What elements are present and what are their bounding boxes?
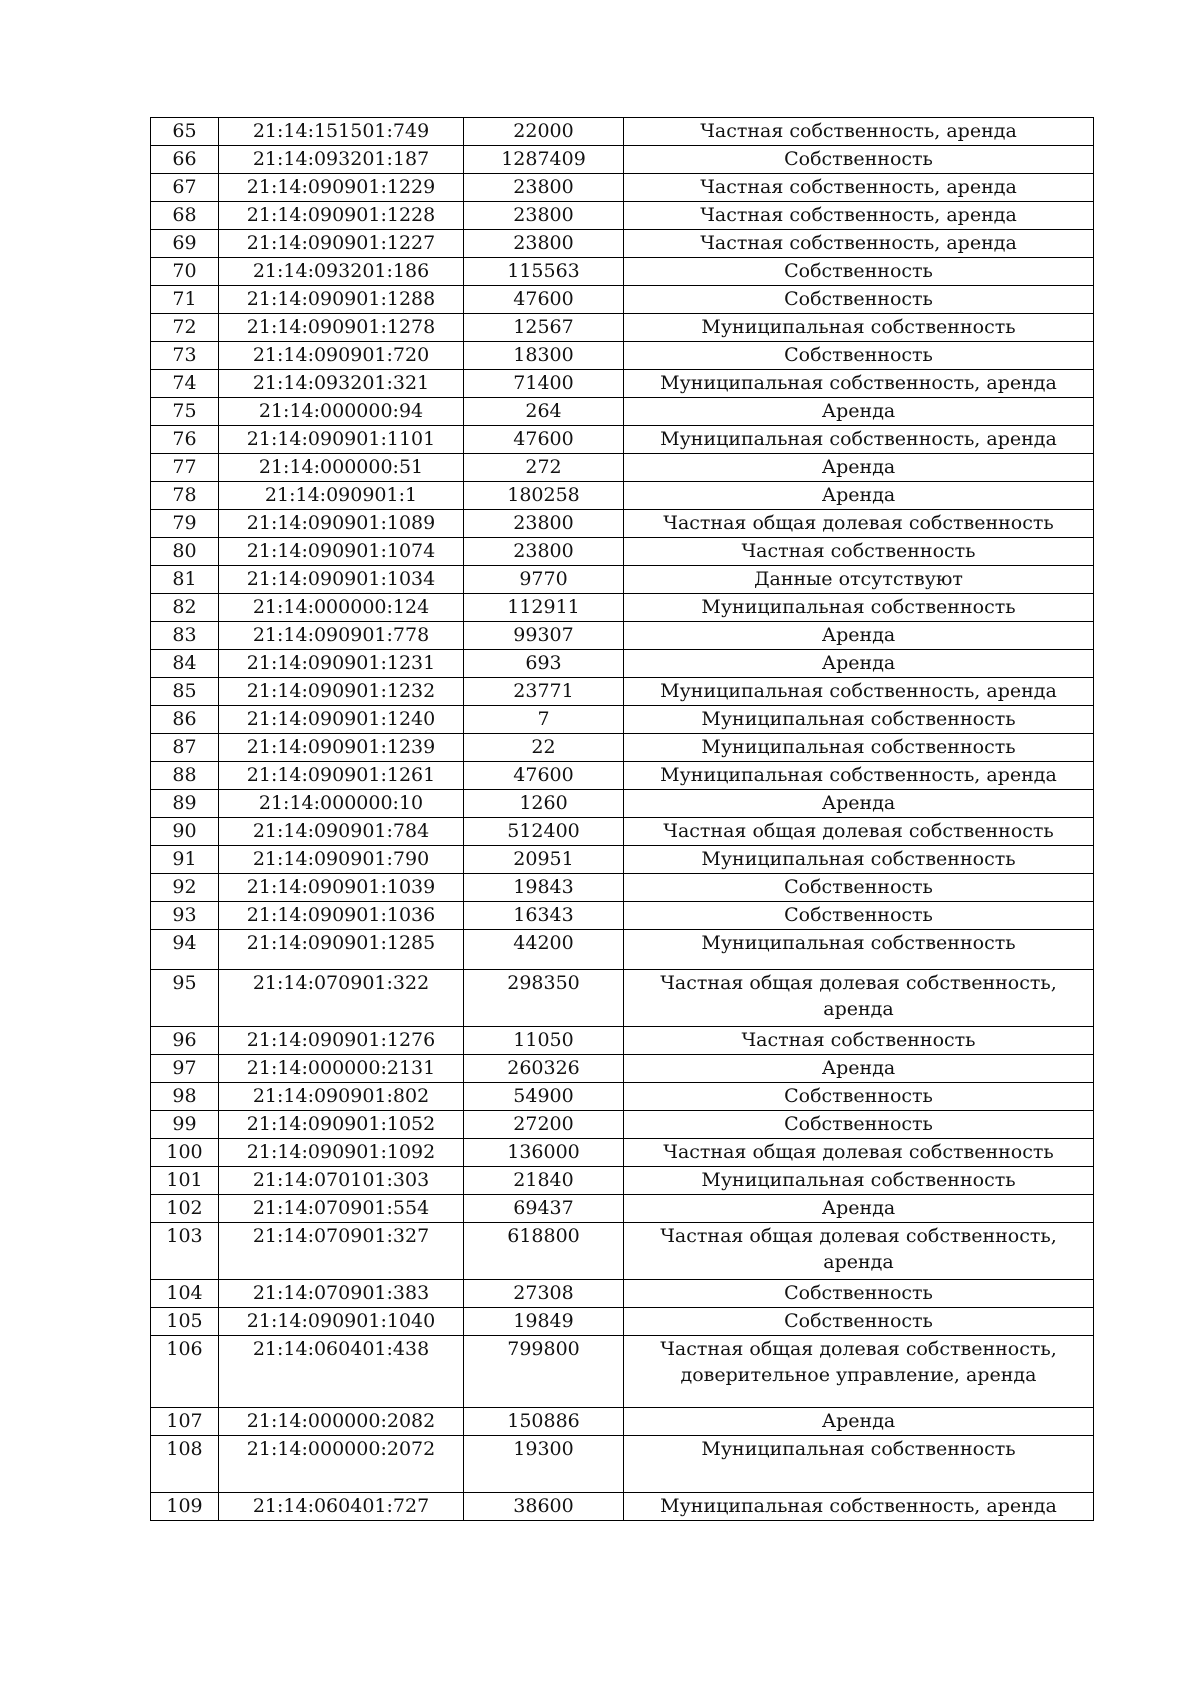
table-row bbox=[151, 762, 1094, 790]
cadastral-number-cell: 21:14:090901:1239 bbox=[219, 734, 464, 762]
row-number-cell: 81 bbox=[151, 566, 219, 594]
land-plots-table bbox=[150, 117, 1094, 1521]
rights-type-cell: Собственность bbox=[624, 342, 1094, 370]
table-row bbox=[151, 1027, 1094, 1055]
cadastral-number-cell: 21:14:090901:1101 bbox=[219, 426, 464, 454]
rights-type-cell: Частная общая долевая собственность, аренда bbox=[624, 970, 1094, 1027]
table-row bbox=[151, 1308, 1094, 1336]
row-number-cell: 78 bbox=[151, 482, 219, 510]
row-number-cell: 66 bbox=[151, 146, 219, 174]
row-number-cell: 88 bbox=[151, 762, 219, 790]
rights-type-cell: Аренда bbox=[624, 482, 1094, 510]
area-cell: 23771 bbox=[464, 678, 624, 706]
table-row bbox=[151, 970, 1094, 1027]
row-number-cell: 73 bbox=[151, 342, 219, 370]
table-row bbox=[151, 622, 1094, 650]
table-row bbox=[151, 1111, 1094, 1139]
table-row bbox=[151, 1139, 1094, 1167]
row-number-cell: 82 bbox=[151, 594, 219, 622]
table-row bbox=[151, 790, 1094, 818]
area-cell: 112911 bbox=[464, 594, 624, 622]
table-row bbox=[151, 258, 1094, 286]
cadastral-number-cell: 21:14:090901:1231 bbox=[219, 650, 464, 678]
area-cell: 12567 bbox=[464, 314, 624, 342]
row-number-cell: 70 bbox=[151, 258, 219, 286]
area-cell: 47600 bbox=[464, 426, 624, 454]
rights-type-cell: Частная собственность bbox=[624, 1027, 1094, 1055]
cadastral-number-cell: 21:14:090901:1034 bbox=[219, 566, 464, 594]
row-number-cell: 84 bbox=[151, 650, 219, 678]
rights-type-cell: Частная собственность, аренда bbox=[624, 202, 1094, 230]
row-number-cell: 98 bbox=[151, 1083, 219, 1111]
rights-type-cell: Муниципальная собственность bbox=[624, 706, 1094, 734]
area-cell: 69437 bbox=[464, 1195, 624, 1223]
area-cell: 19849 bbox=[464, 1308, 624, 1336]
rights-type-cell: Муниципальная собственность, аренда bbox=[624, 762, 1094, 790]
row-number-cell: 86 bbox=[151, 706, 219, 734]
row-number-cell: 67 bbox=[151, 174, 219, 202]
area-cell: 7 bbox=[464, 706, 624, 734]
row-number-cell: 76 bbox=[151, 426, 219, 454]
table-row bbox=[151, 426, 1094, 454]
area-cell: 21840 bbox=[464, 1167, 624, 1195]
row-number-cell: 99 bbox=[151, 1111, 219, 1139]
cadastral-number-cell: 21:14:000000:2072 bbox=[219, 1436, 464, 1493]
row-number-cell: 91 bbox=[151, 846, 219, 874]
row-number-cell: 72 bbox=[151, 314, 219, 342]
area-cell: 693 bbox=[464, 650, 624, 678]
area-cell: 272 bbox=[464, 454, 624, 482]
row-number-cell: 106 bbox=[151, 1336, 219, 1408]
rights-type-cell: Муниципальная собственность, аренда bbox=[624, 1493, 1094, 1521]
area-cell: 150886 bbox=[464, 1408, 624, 1436]
rights-type-cell: Муниципальная собственность, аренда bbox=[624, 426, 1094, 454]
rights-type-cell: Частная собственность bbox=[624, 538, 1094, 566]
row-number-cell: 93 bbox=[151, 902, 219, 930]
cadastral-number-cell: 21:14:090901:720 bbox=[219, 342, 464, 370]
table-row bbox=[151, 818, 1094, 846]
rights-type-cell: Частная общая долевая собственность bbox=[624, 818, 1094, 846]
rights-type-cell: Муниципальная собственность bbox=[624, 930, 1094, 970]
cadastral-number-cell: 21:14:090901:1228 bbox=[219, 202, 464, 230]
rights-type-cell: Частная собственность, аренда bbox=[624, 174, 1094, 202]
row-number-cell: 83 bbox=[151, 622, 219, 650]
area-cell: 18300 bbox=[464, 342, 624, 370]
rights-type-cell: Аренда bbox=[624, 650, 1094, 678]
rights-type-cell: Частная общая долевая собственность bbox=[624, 510, 1094, 538]
table-row bbox=[151, 566, 1094, 594]
area-cell: 71400 bbox=[464, 370, 624, 398]
cadastral-number-cell: 21:14:093201:321 bbox=[219, 370, 464, 398]
rights-type-cell: Собственность bbox=[624, 1111, 1094, 1139]
rights-type-cell: Собственность bbox=[624, 874, 1094, 902]
area-cell: 11050 bbox=[464, 1027, 624, 1055]
rights-type-cell: Аренда bbox=[624, 1055, 1094, 1083]
cadastral-number-cell: 21:14:090901:1285 bbox=[219, 930, 464, 970]
area-cell: 22 bbox=[464, 734, 624, 762]
row-number-cell: 65 bbox=[151, 118, 219, 146]
cadastral-number-cell: 21:14:151501:749 bbox=[219, 118, 464, 146]
table-row bbox=[151, 454, 1094, 482]
row-number-cell: 96 bbox=[151, 1027, 219, 1055]
rights-type-cell: Собственность bbox=[624, 1308, 1094, 1336]
cadastral-number-cell: 21:14:090901:1036 bbox=[219, 902, 464, 930]
cadastral-number-cell: 21:14:090901:1229 bbox=[219, 174, 464, 202]
table-row bbox=[151, 734, 1094, 762]
row-number-cell: 97 bbox=[151, 1055, 219, 1083]
row-number-cell: 85 bbox=[151, 678, 219, 706]
cadastral-number-cell: 21:14:090901:1089 bbox=[219, 510, 464, 538]
row-number-cell: 103 bbox=[151, 1223, 219, 1280]
cadastral-number-cell: 21:14:090901:778 bbox=[219, 622, 464, 650]
table-row bbox=[151, 1055, 1094, 1083]
rights-type-cell: Собственность bbox=[624, 286, 1094, 314]
table-row bbox=[151, 1223, 1094, 1280]
area-cell: 1260 bbox=[464, 790, 624, 818]
area-cell: 16343 bbox=[464, 902, 624, 930]
row-number-cell: 109 bbox=[151, 1493, 219, 1521]
rights-type-cell: Муниципальная собственность bbox=[624, 1167, 1094, 1195]
cadastral-number-cell: 21:14:000000:10 bbox=[219, 790, 464, 818]
cadastral-number-cell: 21:14:070901:322 bbox=[219, 970, 464, 1027]
area-cell: 47600 bbox=[464, 286, 624, 314]
table-row bbox=[151, 146, 1094, 174]
cadastral-number-cell: 21:14:090901:1288 bbox=[219, 286, 464, 314]
table-row bbox=[151, 118, 1094, 146]
area-cell: 23800 bbox=[464, 174, 624, 202]
table-row bbox=[151, 594, 1094, 622]
rights-type-cell: Муниципальная собственность bbox=[624, 594, 1094, 622]
rights-type-cell: Аренда bbox=[624, 398, 1094, 426]
cadastral-number-cell: 21:14:090901:1039 bbox=[219, 874, 464, 902]
area-cell: 44200 bbox=[464, 930, 624, 970]
cadastral-number-cell: 21:14:090901:802 bbox=[219, 1083, 464, 1111]
cadastral-number-cell: 21:14:090901:790 bbox=[219, 846, 464, 874]
area-cell: 618800 bbox=[464, 1223, 624, 1280]
table-row bbox=[151, 342, 1094, 370]
rights-type-cell: Муниципальная собственность bbox=[624, 314, 1094, 342]
cadastral-number-cell: 21:14:090901:1052 bbox=[219, 1111, 464, 1139]
cadastral-number-cell: 21:14:070101:303 bbox=[219, 1167, 464, 1195]
rights-type-cell: Собственность bbox=[624, 146, 1094, 174]
table-row bbox=[151, 370, 1094, 398]
area-cell: 27200 bbox=[464, 1111, 624, 1139]
row-number-cell: 87 bbox=[151, 734, 219, 762]
area-cell: 23800 bbox=[464, 230, 624, 258]
row-number-cell: 104 bbox=[151, 1280, 219, 1308]
cadastral-number-cell: 21:14:090901:1 bbox=[219, 482, 464, 510]
cadastral-number-cell: 21:14:000000:94 bbox=[219, 398, 464, 426]
rights-type-cell: Аренда bbox=[624, 454, 1094, 482]
row-number-cell: 102 bbox=[151, 1195, 219, 1223]
rights-type-cell: Собственность bbox=[624, 258, 1094, 286]
row-number-cell: 89 bbox=[151, 790, 219, 818]
rights-type-cell: Муниципальная собственность bbox=[624, 846, 1094, 874]
rights-type-cell: Данные отсутствуют bbox=[624, 566, 1094, 594]
rights-type-cell: Собственность bbox=[624, 902, 1094, 930]
rights-type-cell: Аренда bbox=[624, 622, 1094, 650]
table-row bbox=[151, 202, 1094, 230]
cadastral-number-cell: 21:14:090901:1227 bbox=[219, 230, 464, 258]
land-plots-table-body bbox=[151, 118, 1094, 1521]
table-row bbox=[151, 286, 1094, 314]
area-cell: 23800 bbox=[464, 202, 624, 230]
row-number-cell: 75 bbox=[151, 398, 219, 426]
table-row bbox=[151, 314, 1094, 342]
rights-type-cell: Частная собственность, аренда bbox=[624, 230, 1094, 258]
cadastral-number-cell: 21:14:060401:727 bbox=[219, 1493, 464, 1521]
table-row bbox=[151, 1083, 1094, 1111]
table-row bbox=[151, 1336, 1094, 1408]
cadastral-number-cell: 21:14:070901:383 bbox=[219, 1280, 464, 1308]
rights-type-cell: Частная общая долевая собственность bbox=[624, 1139, 1094, 1167]
rights-type-cell: Частная общая долевая собственность, доверительное управление, аренда bbox=[624, 1336, 1094, 1408]
cadastral-number-cell: 21:14:093201:186 bbox=[219, 258, 464, 286]
area-cell: 799800 bbox=[464, 1336, 624, 1408]
cadastral-number-cell: 21:14:060401:438 bbox=[219, 1336, 464, 1408]
area-cell: 47600 bbox=[464, 762, 624, 790]
area-cell: 264 bbox=[464, 398, 624, 426]
table-row bbox=[151, 230, 1094, 258]
table-row bbox=[151, 678, 1094, 706]
area-cell: 9770 bbox=[464, 566, 624, 594]
area-cell: 512400 bbox=[464, 818, 624, 846]
rights-type-cell: Аренда bbox=[624, 790, 1094, 818]
area-cell: 27308 bbox=[464, 1280, 624, 1308]
area-cell: 23800 bbox=[464, 510, 624, 538]
cadastral-number-cell: 21:14:000000:124 bbox=[219, 594, 464, 622]
rights-type-cell: Частная собственность, аренда bbox=[624, 118, 1094, 146]
row-number-cell: 68 bbox=[151, 202, 219, 230]
row-number-cell: 79 bbox=[151, 510, 219, 538]
area-cell: 19843 bbox=[464, 874, 624, 902]
cadastral-number-cell: 21:14:000000:51 bbox=[219, 454, 464, 482]
area-cell: 23800 bbox=[464, 538, 624, 566]
area-cell: 136000 bbox=[464, 1139, 624, 1167]
area-cell: 99307 bbox=[464, 622, 624, 650]
area-cell: 54900 bbox=[464, 1083, 624, 1111]
table-row bbox=[151, 1408, 1094, 1436]
cadastral-number-cell: 21:14:070901:554 bbox=[219, 1195, 464, 1223]
table-row bbox=[151, 398, 1094, 426]
rights-type-cell: Частная общая долевая собственность, аренда bbox=[624, 1223, 1094, 1280]
cadastral-number-cell: 21:14:090901:1276 bbox=[219, 1027, 464, 1055]
cadastral-number-cell: 21:14:090901:1074 bbox=[219, 538, 464, 566]
table-row bbox=[151, 706, 1094, 734]
table-row bbox=[151, 1195, 1094, 1223]
table-row bbox=[151, 650, 1094, 678]
rights-type-cell: Собственность bbox=[624, 1083, 1094, 1111]
cadastral-number-cell: 21:14:090901:1232 bbox=[219, 678, 464, 706]
area-cell: 20951 bbox=[464, 846, 624, 874]
row-number-cell: 74 bbox=[151, 370, 219, 398]
area-cell: 298350 bbox=[464, 970, 624, 1027]
row-number-cell: 77 bbox=[151, 454, 219, 482]
table-row bbox=[151, 1493, 1094, 1521]
area-cell: 19300 bbox=[464, 1436, 624, 1493]
row-number-cell: 108 bbox=[151, 1436, 219, 1493]
table-row bbox=[151, 874, 1094, 902]
table-row bbox=[151, 1167, 1094, 1195]
table-row bbox=[151, 482, 1094, 510]
rights-type-cell: Собственность bbox=[624, 1280, 1094, 1308]
rights-type-cell: Аренда bbox=[624, 1195, 1094, 1223]
cadastral-number-cell: 21:14:000000:2131 bbox=[219, 1055, 464, 1083]
rights-type-cell: Муниципальная собственность, аренда bbox=[624, 678, 1094, 706]
cadastral-number-cell: 21:14:090901:784 bbox=[219, 818, 464, 846]
row-number-cell: 71 bbox=[151, 286, 219, 314]
area-cell: 260326 bbox=[464, 1055, 624, 1083]
cadastral-number-cell: 21:14:090901:1261 bbox=[219, 762, 464, 790]
area-cell: 1287409 bbox=[464, 146, 624, 174]
cadastral-number-cell: 21:14:093201:187 bbox=[219, 146, 464, 174]
area-cell: 38600 bbox=[464, 1493, 624, 1521]
table-row bbox=[151, 174, 1094, 202]
row-number-cell: 69 bbox=[151, 230, 219, 258]
row-number-cell: 95 bbox=[151, 970, 219, 1027]
rights-type-cell: Аренда bbox=[624, 1408, 1094, 1436]
row-number-cell: 90 bbox=[151, 818, 219, 846]
table-row bbox=[151, 1280, 1094, 1308]
row-number-cell: 80 bbox=[151, 538, 219, 566]
table-row bbox=[151, 846, 1094, 874]
table-row bbox=[151, 930, 1094, 970]
cadastral-number-cell: 21:14:090901:1040 bbox=[219, 1308, 464, 1336]
row-number-cell: 107 bbox=[151, 1408, 219, 1436]
table-row bbox=[151, 510, 1094, 538]
table-row bbox=[151, 902, 1094, 930]
cadastral-number-cell: 21:14:000000:2082 bbox=[219, 1408, 464, 1436]
rights-type-cell: Муниципальная собственность, аренда bbox=[624, 370, 1094, 398]
table-row bbox=[151, 538, 1094, 566]
row-number-cell: 92 bbox=[151, 874, 219, 902]
row-number-cell: 100 bbox=[151, 1139, 219, 1167]
cadastral-number-cell: 21:14:090901:1278 bbox=[219, 314, 464, 342]
row-number-cell: 94 bbox=[151, 930, 219, 970]
cadastral-number-cell: 21:14:090901:1092 bbox=[219, 1139, 464, 1167]
area-cell: 115563 bbox=[464, 258, 624, 286]
rights-type-cell: Муниципальная собственность bbox=[624, 1436, 1094, 1493]
cadastral-number-cell: 21:14:070901:327 bbox=[219, 1223, 464, 1280]
row-number-cell: 105 bbox=[151, 1308, 219, 1336]
cadastral-number-cell: 21:14:090901:1240 bbox=[219, 706, 464, 734]
table-row bbox=[151, 1436, 1094, 1493]
rights-type-cell: Муниципальная собственность bbox=[624, 734, 1094, 762]
area-cell: 180258 bbox=[464, 482, 624, 510]
area-cell: 22000 bbox=[464, 118, 624, 146]
row-number-cell: 101 bbox=[151, 1167, 219, 1195]
